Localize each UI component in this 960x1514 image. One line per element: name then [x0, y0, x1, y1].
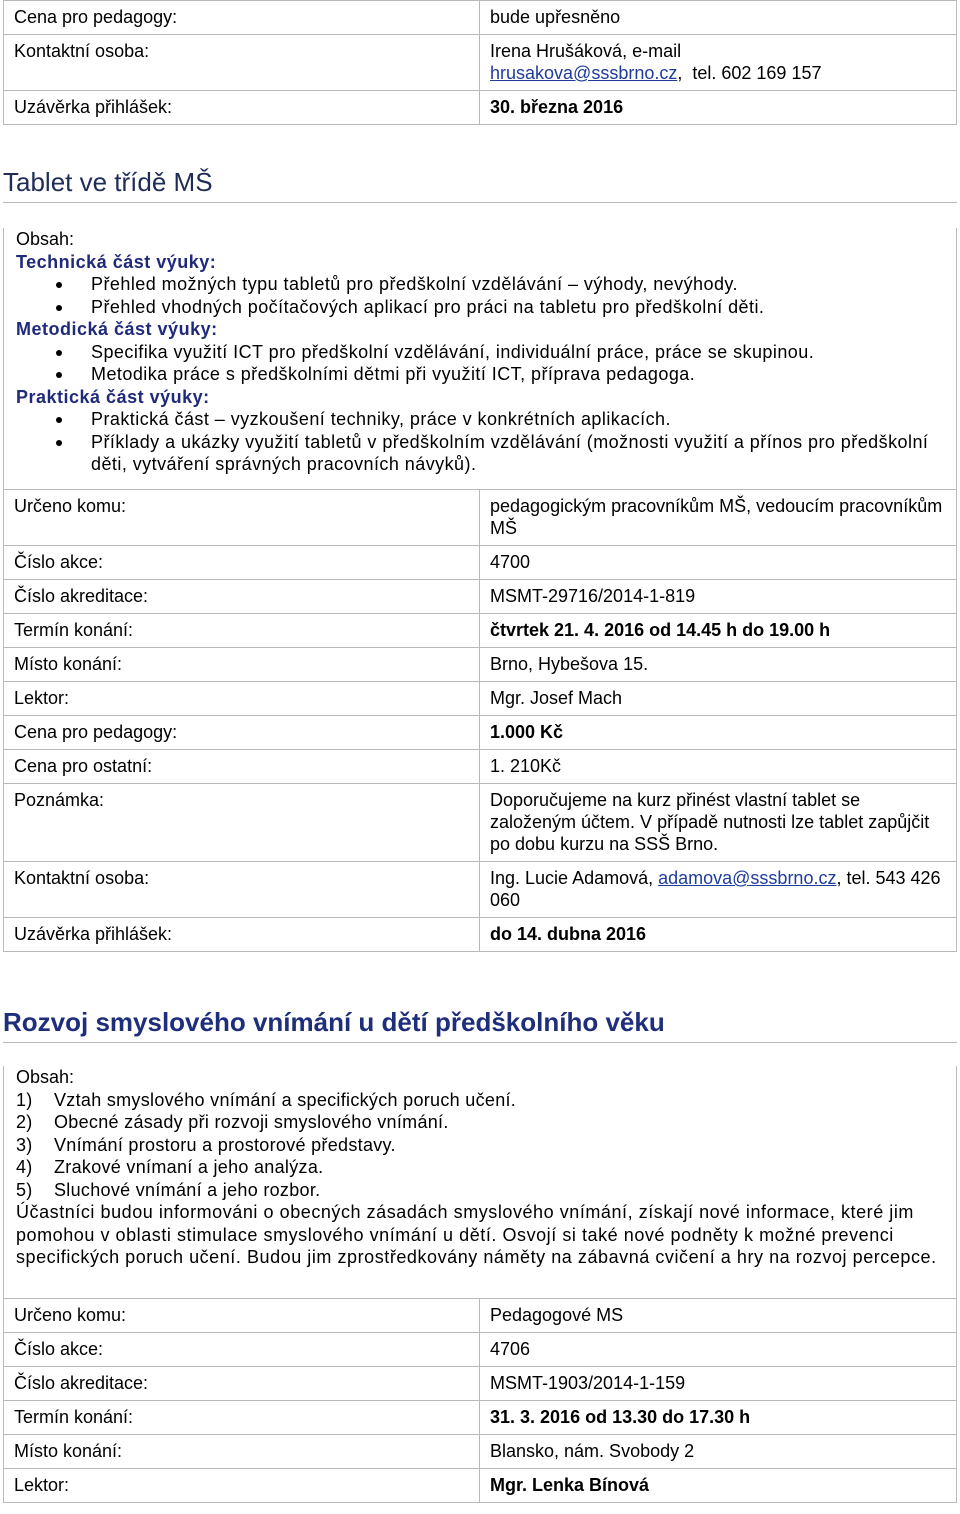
table-row [4, 1469, 957, 1503]
row-value [480, 862, 957, 918]
row-label: Číslo akreditace: [4, 1367, 480, 1401]
row-label: Číslo akreditace: [4, 580, 480, 614]
row-label: Určeno komu: [4, 1299, 480, 1333]
row-label: Místo konání: [4, 648, 480, 682]
course-info-table [3, 489, 957, 952]
row-label: Lektor: [4, 682, 480, 716]
list-item: 1) Vztah smyslového vnímání a specifických poruch učení. [16, 1089, 517, 1110]
table-row [4, 1333, 957, 1367]
table-row [4, 750, 957, 784]
row-value: Blansko, nám. Svobody 2 [480, 1435, 957, 1469]
table-row [4, 862, 957, 918]
bullet-icon [56, 417, 62, 423]
course-title: Tablet ve třídě MŠ [3, 162, 957, 203]
list-item: Příklady a ukázky využití tabletů v předškolním vzdělávání (možnosti využití a přínos pro předškolní děti, vytváření správných pracovních návyků). [16, 431, 948, 476]
table-row [4, 490, 957, 546]
row-value [480, 35, 957, 91]
row-label: Kontaktní osoba: [4, 862, 480, 918]
list-item: Specifika využití ICT pro předškolní vzdělávání, individuální práce, práce se skupinou. [16, 341, 948, 364]
list-item: Přehled možných typu tabletů pro předškolní vzdělávání – výhody, nevýhody. [16, 273, 948, 296]
row-value: 4706 [480, 1333, 957, 1367]
description-paragraph: Účastníci budou informováni o obecných zásadách smyslového vnímání, získají nové informace, které jim pomohou v oblasti stimulace smyslového vnímání u dětí. Osvojí si také nové podněty k možné prevenci specifických poruch učení. Budou jim zprostředkovány náměty na zábavná cvičení a hry na rozvoj percepce. [16, 1202, 937, 1267]
row-label: Cena pro pedagogy: [4, 1, 480, 35]
row-label: Termín konání: [4, 614, 480, 648]
table-row [4, 1367, 957, 1401]
email-link[interactable]: adamova@sssbrno.cz [658, 868, 837, 888]
bullet-icon [56, 305, 62, 311]
row-value: Doporučujeme na kurz přinést vlastní tablet se založeným účtem. V případě nutnosti lze tablet zapůjčit po dobu kurzu na SSŠ Brno. [480, 784, 957, 862]
table-row [4, 1, 957, 35]
row-value: 30. března 2016 [480, 91, 957, 125]
row-value: bude upřesněno [480, 1, 957, 35]
row-value: pedagogickým pracovníkům MŠ, vedoucím pracovníkům MŠ [480, 490, 957, 546]
contact-text: Ing. Lucie Adamová, [490, 868, 659, 888]
table-row [4, 91, 957, 125]
course-title: Rozvoj smyslového vnímání u dětí předškolního věku [3, 1002, 957, 1043]
row-value: Mgr. Josef Mach [480, 682, 957, 716]
contact-phone: , tel. 543 426 060 [490, 868, 941, 910]
row-value: 1.000 Kč [480, 716, 957, 750]
row-label: Číslo akce: [4, 1333, 480, 1367]
table-row [4, 614, 957, 648]
list-item: 4) Zrakové vnímaní a jeho analýza. [16, 1157, 324, 1177]
table-row [4, 1401, 957, 1435]
list-item: Přehled vhodných počítačových aplikací pro práci na tabletu pro předškolní děti. [16, 296, 948, 319]
contact-text: Irena Hrušáková, e-mail [490, 41, 682, 61]
table-row [4, 682, 957, 716]
row-label: Určeno komu: [4, 490, 480, 546]
row-label: Místo konání: [4, 1435, 480, 1469]
list-item: 3) Vnímání prostoru a prostorové představy. [16, 1134, 396, 1155]
row-label: Kontaktní osoba: [4, 35, 480, 91]
row-label: Cena pro ostatní: [4, 750, 480, 784]
row-value: čtvrtek 21. 4. 2016 od 14.45 h do 19.00 h [480, 614, 957, 648]
row-label: Cena pro pedagogy: [4, 716, 480, 750]
row-value: do 14. dubna 2016 [480, 918, 957, 952]
previous-course-info-table [3, 0, 957, 125]
row-value: MSMT-1903/2014-1-159 [480, 1367, 957, 1401]
section-heading: Metodická část výuky: [16, 319, 218, 339]
section-heading: Technická část výuky: [16, 251, 217, 272]
bullet-icon [56, 440, 62, 446]
bullet-icon [56, 350, 62, 356]
table-row [4, 648, 957, 682]
row-value: Brno, Hybešova 15. [480, 648, 957, 682]
obsah-label: Obsah: [16, 229, 75, 249]
table-row [4, 716, 957, 750]
row-label: Uzávěrka přihlášek: [4, 918, 480, 952]
list-item: 2) Obecné zásady při rozvoji smyslového vnímání. [16, 1112, 449, 1132]
list-item: Praktická část – vyzkoušení techniky, práce v konkrétních aplikacích. [16, 408, 948, 431]
row-value: Mgr. Lenka Bínová [480, 1469, 957, 1503]
table-row [4, 35, 957, 91]
table-row [4, 546, 957, 580]
row-label: Číslo akce: [4, 546, 480, 580]
course-content [3, 228, 957, 489]
row-value: 4700 [480, 546, 957, 580]
table-row [4, 1299, 957, 1333]
row-value: 1. 210Kč [480, 750, 957, 784]
row-label: Termín konání: [4, 1401, 480, 1435]
contact-phone: , tel. 602 169 157 [677, 63, 822, 83]
table-row [4, 580, 957, 614]
table-row [4, 784, 957, 862]
table-row [4, 1435, 957, 1469]
row-label: Poznámka: [4, 784, 480, 862]
section-heading: Praktická část výuky: [16, 386, 210, 407]
list-item: Metodika práce s předškolními dětmi při využití ICT, příprava pedagoga. [16, 363, 948, 386]
course-info-table [3, 1298, 957, 1503]
bullet-icon [56, 372, 62, 378]
row-value: MSMT-29716/2014-1-819 [480, 580, 957, 614]
table-row [4, 918, 957, 952]
email-link[interactable]: hrusakova@sssbrno.cz [490, 63, 678, 83]
row-value: Pedagogové MS [480, 1299, 957, 1333]
bullet-icon [56, 282, 62, 288]
list-item: 5) Sluchové vnímání a jeho rozbor. [16, 1179, 321, 1200]
course-content [3, 1066, 957, 1298]
row-value: 31. 3. 2016 od 13.30 do 17.30 h [480, 1401, 957, 1435]
row-label: Lektor: [4, 1469, 480, 1503]
obsah-label: Obsah: [16, 1067, 75, 1087]
row-label: Uzávěrka přihlášek: [4, 91, 480, 125]
